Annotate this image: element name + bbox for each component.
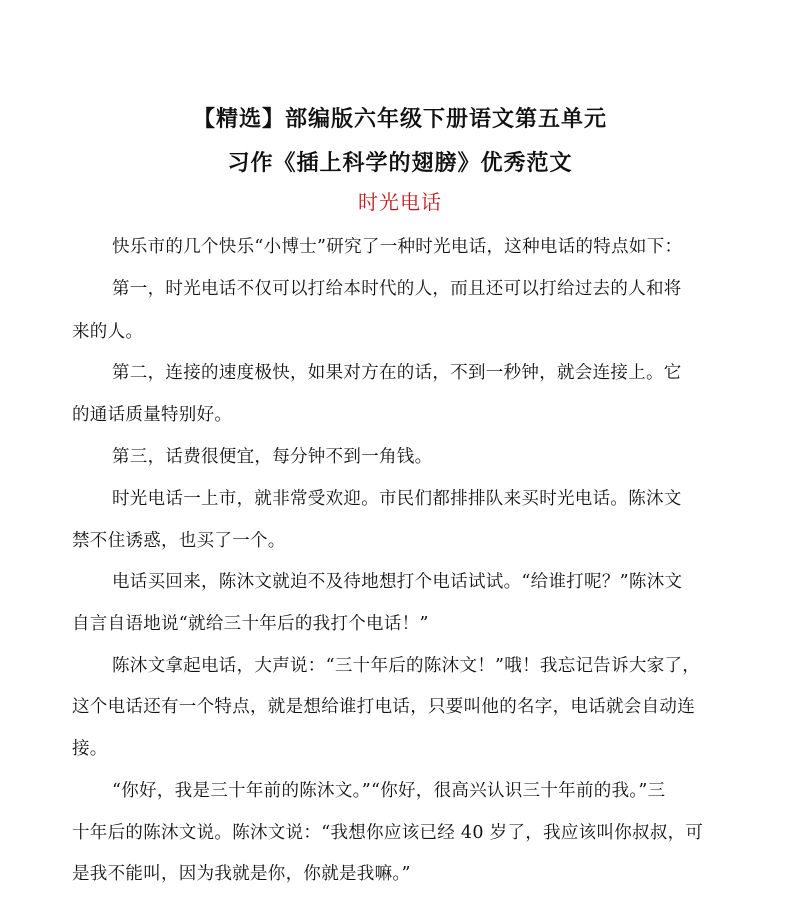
text-line: 接。 xyxy=(72,739,108,759)
text-line: 第三，话费很便宜，每分钟不到一角钱。 xyxy=(112,447,433,467)
document-title: 【精选】部编版六年级下册语文第五单元 xyxy=(192,106,607,132)
text-line: 是我不能叫，因为我就是你，你就是我嘛。” xyxy=(72,864,411,884)
text-line: 第二，连接的速度极快，如果对方在的话，不到一秒钟，就会连接上。它 xyxy=(112,363,682,383)
text-line: “你好，我是三十年前的陈沐文。”“你好，很高兴认识三十年前的我。”三 xyxy=(112,781,666,801)
text-line: 快乐市的几个快乐“小博士”研究了一种时光电话，这种电话的特点如下： xyxy=(112,237,683,257)
text-line: 禁不住诱惑，也买了一个。 xyxy=(72,531,286,551)
text-line: 时光电话一上市，就非常受欢迎。市民们都排排队来买时光电话。陈沐文 xyxy=(112,489,682,509)
text-line: 第一，时光电话不仅可以打给本时代的人，而且还可以打给过去的人和将 xyxy=(112,279,682,299)
document-subtitle: 习作《插上科学的翅膀》优秀范文 xyxy=(227,150,573,176)
text-line: 电话买回来，陈沐文就迫不及待地想打个电话试试。“给谁打呢？”陈沐文 xyxy=(112,572,683,592)
text-line: 来的人。 xyxy=(72,322,144,342)
text-line: 自言自语地说“就给三十年后的我打个电话！” xyxy=(72,614,429,634)
text-line: 的通话质量特别好。 xyxy=(72,405,233,425)
text-line: 十年后的陈沐文说。陈沐文说：“我想你应该已经 40 岁了，我应该叫你叔叔，可 xyxy=(72,823,704,843)
text-line: 陈沐文拿起电话，大声说：“三十年后的陈沐文！”哦！我忘记告诉大家了， xyxy=(112,656,701,676)
text-line: 这个电话还有一个特点，就是想给谁打电话，只要叫他的名字，电话就会自动连 xyxy=(72,697,695,717)
essay-title: 时光电话 xyxy=(358,190,442,214)
